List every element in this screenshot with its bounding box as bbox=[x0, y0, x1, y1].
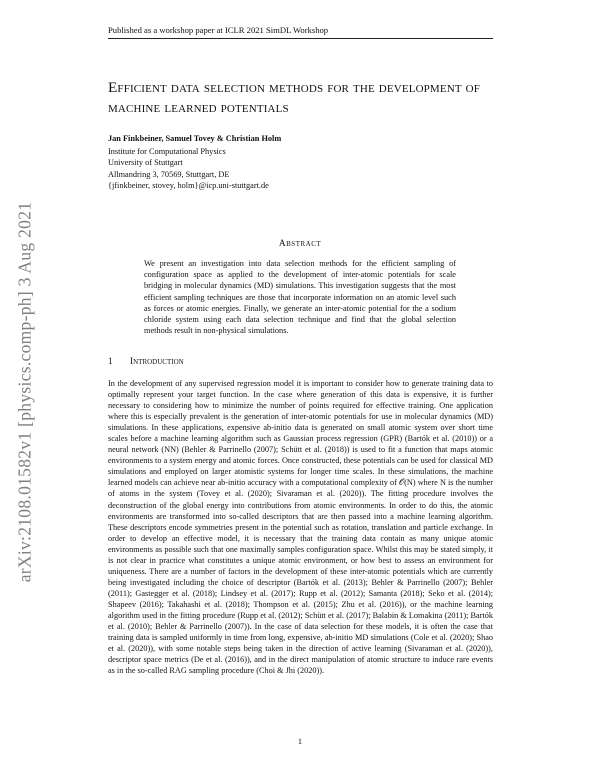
author-list: Jan Finkbeiner, Samuel Tovey & Christian Holm bbox=[108, 134, 282, 143]
affiliation-institute: Institute for Computational Physics bbox=[108, 147, 226, 156]
page-number: 1 bbox=[297, 737, 303, 746]
affiliation-emails: {jfinkbeiner, stovey, holm}@icp.uni-stuttgart.de bbox=[108, 180, 269, 190]
affiliation-address: Allmandring 3, 70569, Stuttgart, DE bbox=[108, 169, 230, 179]
abstract-heading: Abstract bbox=[278, 239, 322, 249]
header-rule bbox=[108, 38, 493, 39]
affiliation-block bbox=[108, 146, 269, 191]
arxiv-stamp bbox=[10, 172, 40, 612]
workshop-header: Published as a workshop paper at ICLR 2021 SimDL Workshop bbox=[108, 25, 329, 35]
arxiv-stamp-text: arXiv:2108.01582v1 [physics.comp-ph] 3 Aug 2021 bbox=[14, 201, 35, 583]
section-heading bbox=[108, 357, 184, 367]
section-title: Introduction bbox=[130, 357, 184, 367]
introduction-paragraph: In the development of any supervised regression model it is important to consider how to generate training data to optimally represent your target function. In the case where generation of this data is expensive, it is further necessary to considering how to minimize the number of points required for effective training. One application where this is especially prevalent is the generation of inter-atomic potentials for use in molecular dynamics (MD) simulations. In these applications, expensive ab-initio data is generated on small atomic system over short time scales before a machine learning algorithm such as Gaussian process regression (GPR) (Bartók et al. (2010)) or a neural network (NN) (Behler & Parrinello (2007); Schütt et al. (2018)) is used to fit a function that maps atomic environments to a system energy and atomic forces. Once constructed, these potentials can be used for classical MD simulations and employed on larger atomistic systems for longer time scales. In these simulations, the machine learned models can achieve near ab-initio accuracy with a computational complexity of 𝒪(N) where N is the number of atoms in the system (Tovey et al. (2020); Sivaraman et al. (2020)). The fitting procedure involves the deconstruction of the global energy into contributions from atomic environments. In order to do this, the atomic environments are transformed into so-called descriptors that are then passed into a machine learning algorithm. These descriptors encode symmetries present in the potential such as rotation, translation and particle exchange. In order to develop an effective model, it is necessary that the training data contain as many unique atomic environments as possible such that one maximally samples configuration space. Whilst this may be stated simply, it is not clear in practice what constitutes a unique atomic environment, or how best to assess an environment for uniqueness. There are a number of factors in the development of these inter-atomic potentials which are currently being investigated including the choice of descriptor (Bartók et al. (2013); Behler & Parrinello (2007); Behler (2011); Gastegger et al. (2018); Lindsey et al. (2017); Rupp et al. (2012); Samanta (2018); Seko et al. (2014); Shapeev (2016); Takahashi et al. (2018); Thompson et al. (2015); Zhu et al. (2016)), or the machine learning algorithm used in the fitting procedure (Rupp et al. (2012); Schütt et al. (2017); Balabin & Lomakina (2011); Bartók et al. (2010); Behler & Parrinello (2007)). In the case of data selection for these models, it is often the case that training data is sampled uniformly in time from long, expensive, ab-initio MD simulations (Cole et al. (2020); Shao et al. (2020)), with some notable steps being taken in the direction of active learning (Sivaraman et al. (2020)), descriptor space metrics (De et al. (2016)), and in the direct manipulation of atomic structure to induce rare events as in the so-called RAG sampling procedure (Choi & Jhi (2020)). bbox=[108, 379, 493, 676]
abstract-text: We present an investigation into data selection methods for the efficient sampling of configuration space as applied to the development of inter-atomic potentials for scale bridging in molecular dynamics (MD) simulations. This investigation suggests that the most efficient sampling techniques are those that incorporate information on an atomic level such as forces or atomic energies. Finally, we generate an inter-atomic potential for the a sodium chloride system using each data selection technique and find that the global selection methods result in non-physical simulations. bbox=[144, 259, 456, 336]
affiliation-university: University of Stuttgart bbox=[108, 158, 183, 168]
section-number: 1 bbox=[108, 357, 113, 367]
paper-title: Efficient data selection methods for the development of machine learned potentials bbox=[108, 79, 480, 116]
